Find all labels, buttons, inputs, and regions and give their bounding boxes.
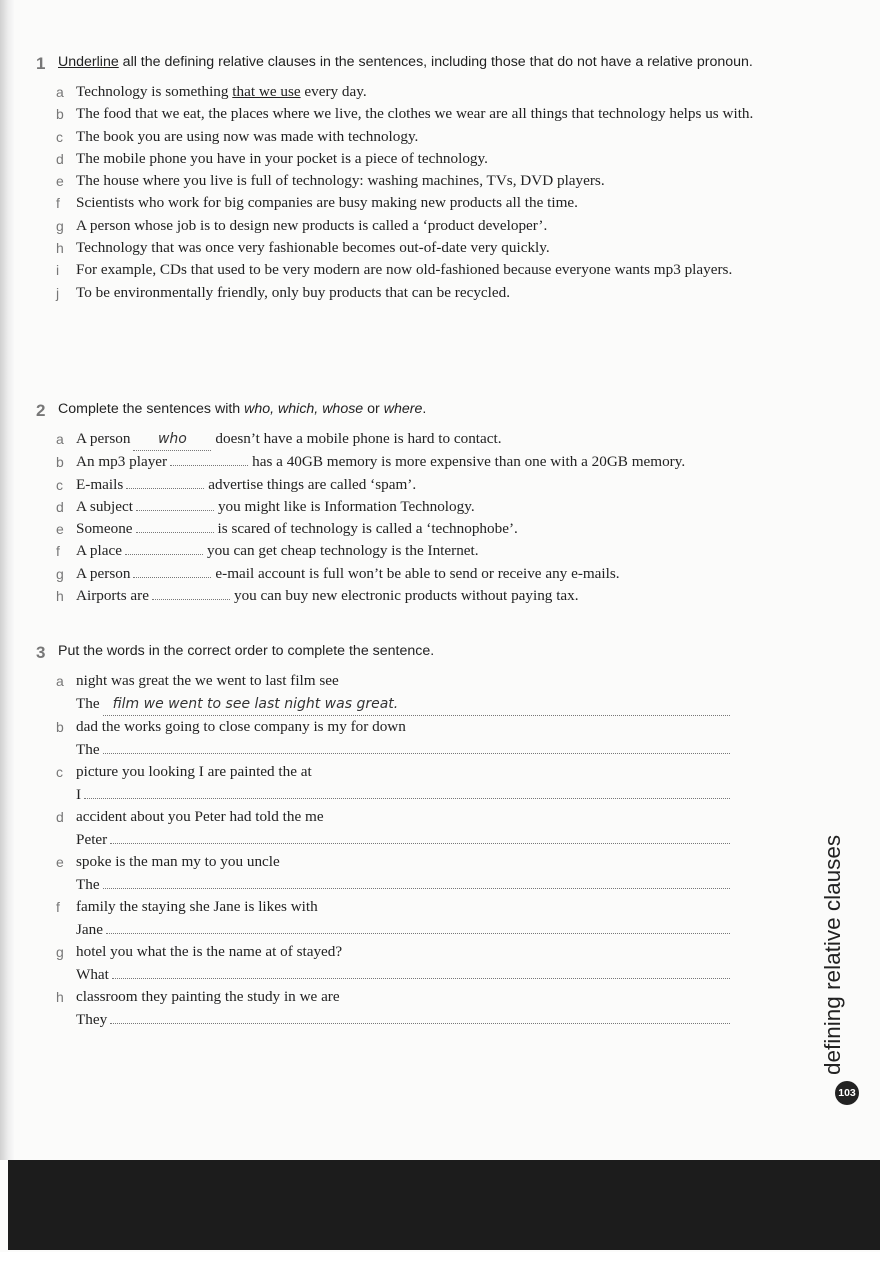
chapter-side-title: defining relative clauses — [820, 834, 845, 1075]
answer-line — [76, 784, 730, 807]
item-letter: g — [56, 565, 64, 582]
sentence-end: advertise things are called ‘spam’. — [208, 475, 417, 493]
sentence-item — [56, 259, 796, 281]
answer-blank[interactable] — [136, 510, 214, 511]
gap-fill-list — [56, 428, 796, 607]
gap-fill-item — [56, 518, 796, 540]
instruction-keyword: Underline — [58, 54, 119, 70]
answer-start: The — [76, 694, 100, 712]
page-edge-shadow — [0, 0, 14, 1160]
jumbled-words: accident about you Peter had told the me — [76, 808, 324, 825]
answer-blank[interactable] — [103, 739, 730, 754]
gap-fill-item — [56, 474, 796, 496]
exercise-instruction — [58, 54, 796, 71]
answer-line — [76, 829, 730, 852]
answer-blank[interactable] — [133, 577, 211, 578]
sentence-item — [56, 103, 796, 125]
sentence-start: Airports are — [76, 587, 149, 605]
sentence-start: E-mails — [76, 475, 124, 493]
gap-fill-item — [56, 428, 796, 451]
item-letter: b — [56, 106, 64, 123]
jumbled-words: family the staying she Jane is likes with — [76, 898, 318, 915]
jumbled-words: dad the works going to close company is my for down — [76, 718, 406, 735]
answer-blank[interactable] — [106, 919, 730, 934]
sentence-text: The food that we eat, the places where we live, the clothes we wear are all things that technology helps us with. — [76, 105, 754, 123]
sentence-text: Technology that was once very fashionable becomes out-of-date very quickly. — [76, 239, 550, 257]
item-letter: g — [56, 944, 64, 960]
sentence-text: To be environmentally friendly, only buy products that can be recycled. — [76, 283, 511, 301]
sentence-item — [56, 126, 796, 148]
exercise-instruction — [58, 401, 796, 418]
instruction-text: . — [422, 401, 427, 417]
answer-start: Jane — [76, 920, 103, 938]
item-letter: d — [56, 150, 64, 167]
sentence-start: Someone — [76, 520, 133, 538]
instruction-text: Complete the sentences with — [58, 401, 245, 417]
word-order-item — [56, 761, 796, 806]
answer-line — [76, 1009, 730, 1032]
sentence-text: The house where you live is full of technology: washing machines, TVs, DVD players. — [76, 172, 605, 190]
scan-bottom-band — [8, 1160, 880, 1250]
item-letter: e — [56, 854, 64, 870]
item-letter: a — [56, 84, 64, 100]
exercise-instruction: Put the words in the correct order to complete the sentence. — [58, 643, 435, 659]
answer-start: What — [76, 965, 109, 983]
answer-line — [76, 964, 730, 987]
word-order-item — [56, 986, 796, 1031]
exercise-3 — [36, 643, 796, 1031]
exercise-number: 3 — [36, 643, 46, 662]
jumbled-words: hotel you what the is the name at of stayed? — [76, 943, 343, 960]
answer-blank[interactable]: who — [133, 428, 211, 451]
item-letter: d — [56, 809, 64, 825]
item-letter: b — [56, 719, 64, 735]
sentence-text: The mobile phone you have in your pocket is a piece of technology. — [76, 149, 488, 167]
answer-blank[interactable] — [170, 465, 248, 466]
item-letter: h — [56, 989, 64, 1005]
instruction-words: who, which, whose — [244, 401, 364, 417]
sentence-item — [56, 81, 796, 103]
item-letter: f — [56, 543, 60, 560]
answer-blank[interactable] — [126, 488, 204, 489]
item-letter: g — [56, 217, 64, 234]
sentence-text: every day. — [300, 83, 367, 100]
sentence-list — [56, 81, 796, 304]
exercise-2 — [36, 401, 796, 607]
item-letter: e — [56, 173, 64, 190]
sentence-item — [56, 192, 796, 214]
sentence-item — [56, 170, 796, 192]
item-letter: e — [56, 521, 64, 538]
sentence-end: you might like is Information Technology. — [217, 497, 475, 515]
sentence-start: A subject — [76, 497, 133, 515]
word-order-item — [56, 851, 796, 896]
sentence-end: has a 40GB memory is more expensive than one with a 20GB memory. — [252, 453, 686, 471]
word-order-item — [56, 670, 796, 716]
sentence-item — [56, 215, 796, 237]
answer-start: Peter — [76, 830, 108, 848]
answer-blank[interactable] — [103, 874, 730, 889]
sentence-item — [56, 282, 796, 304]
item-letter: c — [56, 764, 63, 780]
item-letter: c — [56, 476, 63, 493]
answer-line — [76, 874, 730, 897]
sentence-start: A person — [76, 430, 131, 447]
answer-blank[interactable] — [152, 599, 230, 600]
word-order-list — [56, 670, 796, 1031]
sentence-end: doesn’t have a mobile phone is hard to contact. — [215, 430, 502, 447]
item-letter: f — [56, 899, 60, 915]
sentence-text: For example, CDs that used to be very modern are now old-fashioned because everyone wants mp3 players. — [76, 261, 733, 279]
answer-blank[interactable] — [136, 532, 214, 533]
gap-fill-item — [56, 563, 796, 585]
item-letter: i — [56, 262, 60, 279]
sentence-text: A person whose job is to design new products is called a ‘product developer’. — [76, 216, 548, 234]
sentence-start: A place — [76, 542, 122, 560]
answer-blank[interactable] — [84, 784, 730, 799]
answer-start: I — [76, 785, 82, 803]
word-order-item — [56, 716, 796, 761]
page-number-badge: 103 — [835, 1081, 859, 1105]
sentence-item — [56, 237, 796, 259]
item-letter: j — [56, 284, 60, 301]
sentence-end: you can get cheap technology is the Internet. — [206, 542, 479, 560]
word-order-item — [56, 806, 796, 851]
exercise-number: 2 — [36, 401, 46, 420]
answer-line — [76, 739, 730, 762]
sentence-end: is scared of technology is called a ‘technophobe’. — [217, 520, 518, 538]
answer-start: The — [76, 875, 100, 893]
answer-start: The — [76, 740, 100, 758]
jumbled-words: spoke is the man my to you uncle — [76, 853, 280, 870]
sentence-item — [56, 148, 796, 170]
gap-fill-item — [56, 585, 796, 607]
answer-line — [76, 919, 730, 942]
sentence-start: An mp3 player — [76, 453, 168, 471]
word-order-item — [56, 896, 796, 941]
sentence-end: you can buy new electronic products without paying tax. — [233, 587, 579, 605]
item-letter: a — [56, 431, 64, 447]
item-letter: a — [56, 673, 64, 689]
answer-blank[interactable] — [110, 829, 730, 844]
instruction-words: where — [383, 401, 423, 417]
sentence-text: The book you are using now was made with technology. — [76, 127, 419, 145]
instruction-text: all the defining relative clauses in the sentences, including those that do not have a relative pronoun. — [118, 54, 753, 70]
jumbled-words: night was great the we went to last film see — [76, 672, 339, 689]
exercise-1 — [36, 54, 796, 304]
instruction-text: or — [363, 401, 384, 417]
item-letter: h — [56, 240, 64, 257]
item-letter: f — [56, 195, 60, 212]
answer-blank[interactable] — [125, 554, 203, 555]
answer-start: They — [76, 1010, 108, 1028]
answer-blank[interactable] — [112, 964, 730, 979]
item-letter: c — [56, 128, 63, 145]
item-letter: b — [56, 454, 64, 471]
underlined-clause: that we use — [232, 83, 301, 100]
item-letter: d — [56, 498, 64, 515]
sentence-start: A person — [76, 564, 131, 582]
gap-fill-item — [56, 451, 796, 473]
sentence-end: e-mail account is full won’t be able to send or receive any e-mails. — [215, 564, 620, 582]
exercise-number: 1 — [36, 54, 46, 73]
sentence-text: Technology is something — [76, 83, 233, 100]
answer-line — [76, 693, 730, 717]
answer-blank[interactable] — [110, 1009, 730, 1024]
word-order-item — [56, 941, 796, 986]
jumbled-words: picture you looking I are painted the at — [76, 763, 312, 780]
gap-fill-item — [56, 540, 796, 562]
jumbled-words: classroom they painting the study in we are — [76, 988, 340, 1005]
answer-blank[interactable]: film we went to see last night was great. — [103, 693, 730, 717]
item-letter: h — [56, 588, 64, 605]
gap-fill-item — [56, 496, 796, 518]
sentence-text: Scientists who work for big companies are busy making new products all the time. — [76, 194, 578, 212]
